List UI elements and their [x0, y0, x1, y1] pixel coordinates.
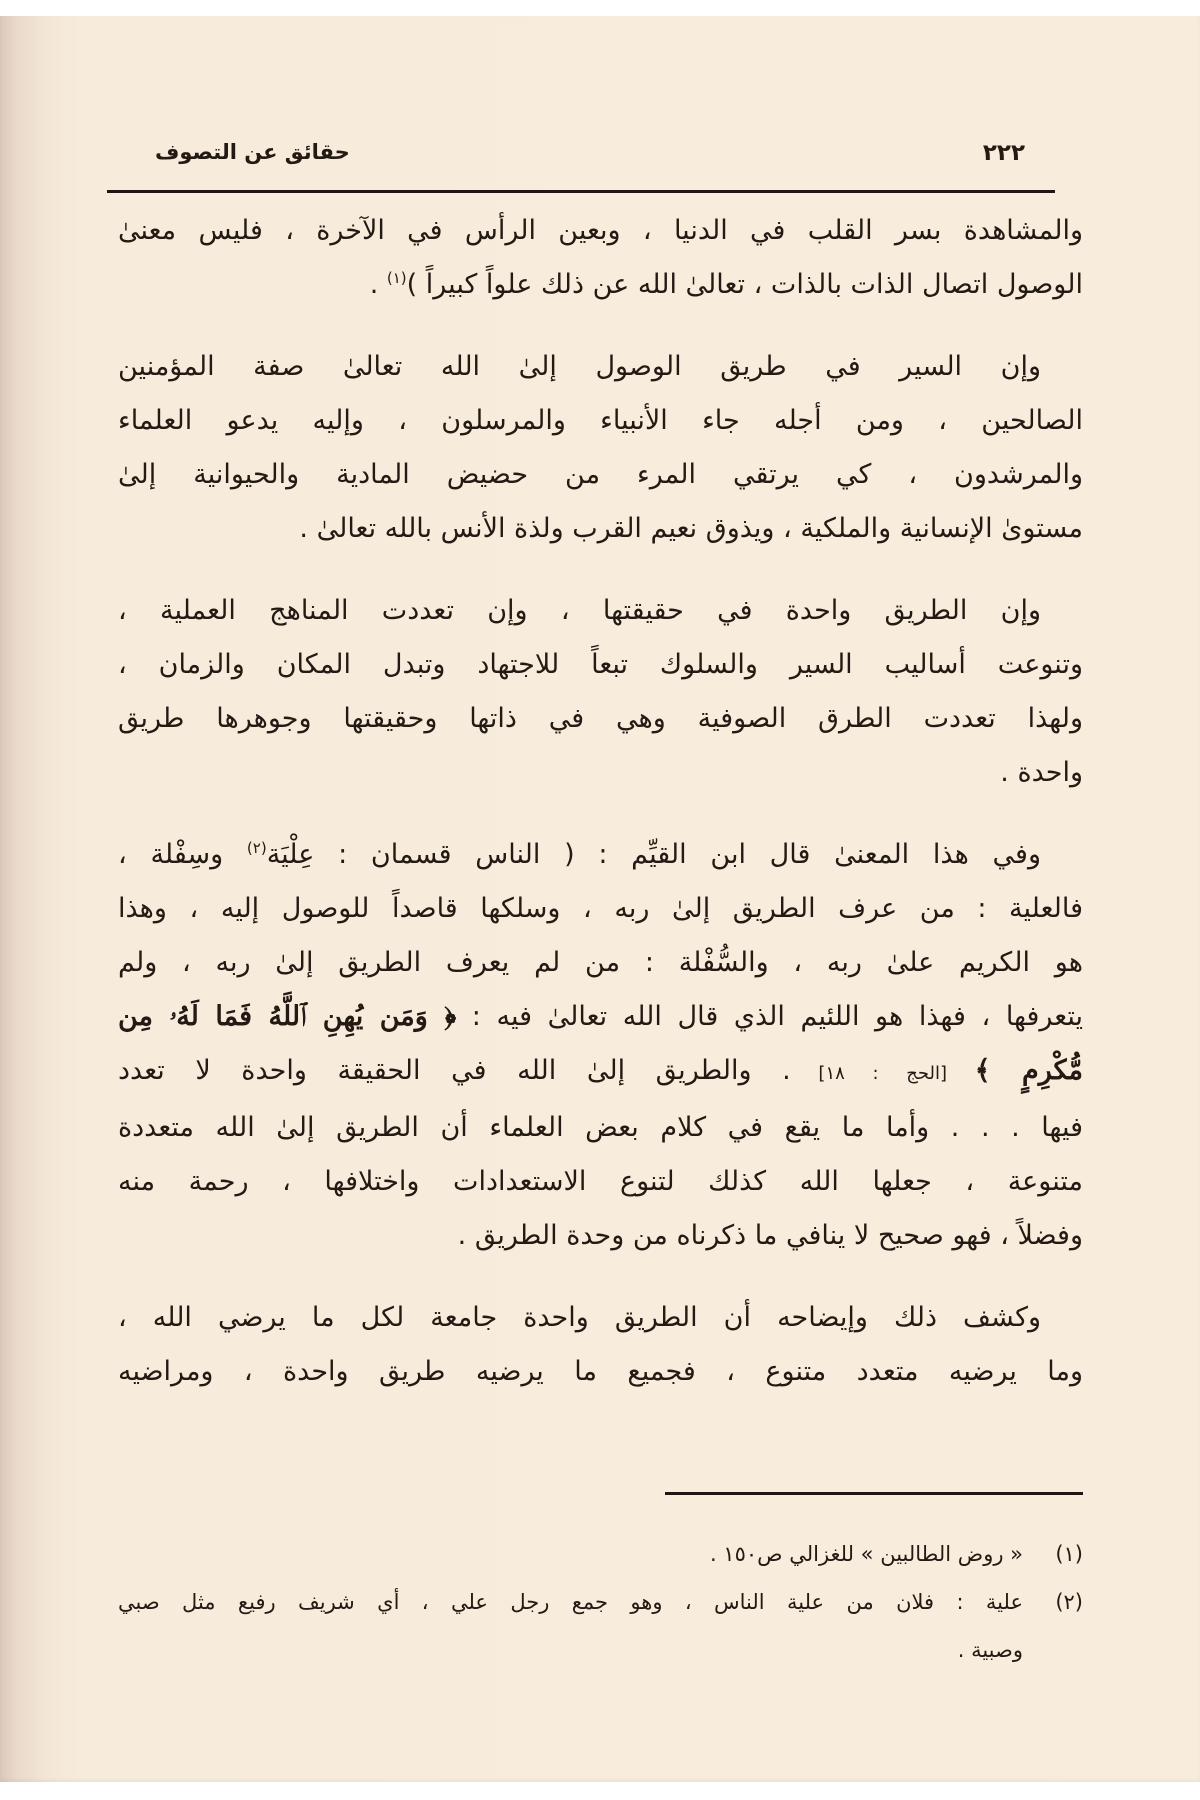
quran-verse: مُّكْرِمٍ ﴾ — [974, 1055, 1083, 1086]
text-line: فالعلية : من عرف الطريق إلىٰ ربه ، وسلكها قاصداً للوصول إليه ، وهذا — [118, 893, 1083, 924]
paragraph-1 — [118, 204, 1083, 312]
body-text — [118, 204, 1083, 1427]
footnote-1 — [118, 1530, 1083, 1578]
footnote-separator — [665, 1492, 1083, 1495]
text-segment: . — [369, 269, 387, 300]
text-line: هو الكريم علىٰ ربه ، والسُّفْلة : من لم يعرف الطريق إلىٰ ربه ، ولم — [118, 947, 1083, 978]
running-title: حقائق عن التصوف — [155, 140, 350, 164]
text-line — [118, 990, 1083, 1044]
header-rule — [107, 190, 1055, 193]
text-line: وإن السير في طريق الوصول إلىٰ الله تعالىٰ صفة المؤمنين — [118, 351, 1041, 382]
running-header — [107, 134, 1055, 178]
footnote-number: (٢) — [1055, 1590, 1083, 1614]
text-line — [118, 828, 1083, 882]
book-page — [0, 16, 1200, 1782]
text-segment: . والطريق إلىٰ الله في الحقيقة واحدة لا تعدد — [118, 1055, 791, 1086]
text-line: علية : فلان من علية الناس ، وهو جمع رجل علي ، أي شريف رفيع مثل صبي — [118, 1590, 1023, 1614]
text-line: مستوىٰ الإنسانية والملكية ، ويذوق نعيم القرب ولذة الأنس بالله تعالىٰ . — [299, 513, 1083, 544]
text-segment: الوصول اتصال الذات بالذات ، تعالىٰ الله عن ذلك علواً كبيراً ) — [406, 269, 1083, 300]
text-line: واحدة . — [1000, 757, 1083, 788]
text-line: وفضلاً ، فهو صحيح لا ينافي ما ذكرناه من وحدة الطريق . — [457, 1220, 1083, 1251]
paragraph-2 — [118, 340, 1083, 556]
text-line: الصالحين ، ومن أجله جاء الأنبياء والمرسلون ، وإليه يدعو العلماء — [118, 405, 1083, 436]
text-segment: يتعرفها ، فهذا هو اللئيم الذي قال الله تعالىٰ فيه : — [456, 1001, 1083, 1032]
text-line: ولهذا تعددت الطرق الصوفية وهي في ذاتها وحقيقتها وجوهرها طريق — [118, 703, 1083, 734]
text-line: وما يرضيه متعدد متنوع ، فجميع ما يرضيه طريق واحدة ، ومراضيه — [118, 1356, 1083, 1387]
paragraph-4 — [118, 828, 1083, 1263]
text-line — [118, 258, 1083, 312]
text-line — [118, 1044, 1083, 1101]
footnote-text — [118, 1578, 1023, 1674]
footnotes — [118, 1530, 1083, 1674]
text-line: « روض الطالبين » للغزالي ص١٥٠ . — [709, 1542, 1023, 1566]
quran-verse: ﴿ وَمَن يُهِنِ ٱللَّهُ فَمَا لَهُۥ مِن — [118, 1001, 457, 1032]
text-line: والمرشدون ، كي يرتقي المرء من حضيض المادية والحيوانية إلىٰ — [118, 459, 1083, 490]
footnote-2 — [118, 1578, 1083, 1674]
text-line: متنوعة ، جعلها الله كذلك لتنوع الاستعدادات واختلافها ، رحمة منه — [118, 1166, 1083, 1197]
paragraph-5 — [118, 1291, 1083, 1399]
text-line: والمشاهدة بسر القلب في الدنيا ، وبعين الرأس في الآخرة ، فليس معنىٰ — [118, 215, 1083, 246]
text-segment: وفي هذا المعنىٰ قال ابن القيِّم : ( الناس قسمان : عِلْيَة — [266, 839, 1041, 870]
text-line: وتنوعت أساليب السير والسلوك تبعاً للاجتهاد وتبدل المكان والزمان ، — [118, 649, 1083, 680]
text-line: وإن الطريق واحدة في حقيقتها ، وإن تعددت المناهج العملية ، — [118, 595, 1041, 626]
page-content — [0, 16, 1200, 1782]
text-line: وصبية . — [957, 1638, 1023, 1662]
paragraph-3 — [118, 584, 1083, 800]
page-number: ٢٢٢ — [982, 140, 1025, 166]
footnote-ref-2[interactable]: (٢) — [246, 839, 267, 857]
text-segment: وسِفْلة ، — [118, 839, 247, 870]
text-line: فيها . . . وأما ما يقع في كلام بعض العلماء أن الطريق إلىٰ الله متعددة — [118, 1112, 1083, 1143]
footnote-number: (١) — [1055, 1542, 1083, 1566]
footnote-ref-1[interactable]: (١) — [386, 269, 407, 287]
footnote-text — [118, 1530, 1023, 1578]
text-line: وكشف ذلك وإيضاحه أن الطريق واحدة جامعة لكل ما يرضي الله ، — [118, 1302, 1041, 1333]
verse-reference: [الحج : ١٨] — [790, 1063, 975, 1084]
